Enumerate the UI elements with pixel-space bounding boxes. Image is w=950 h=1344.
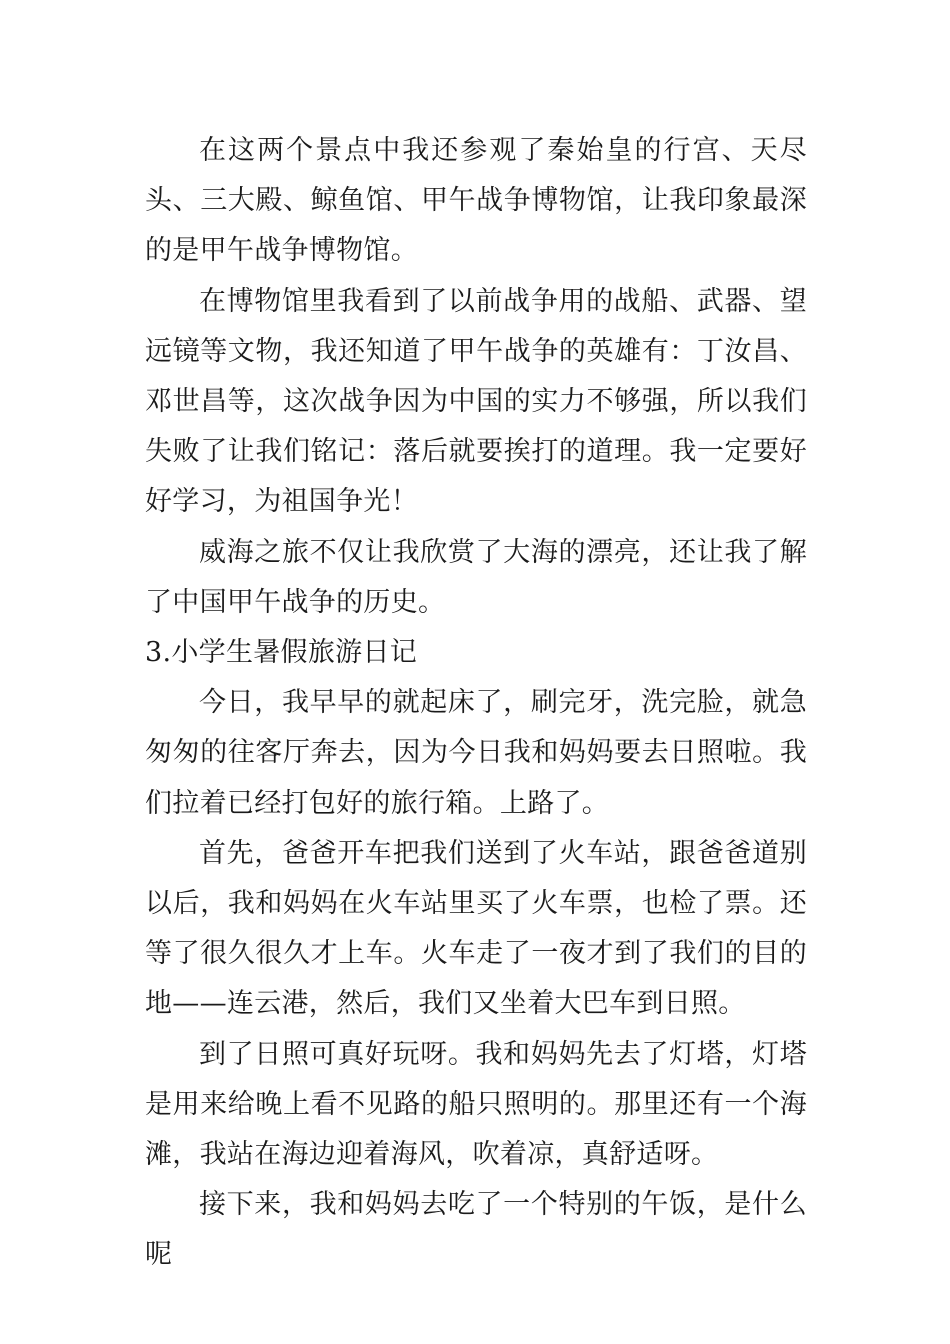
paragraph-train-station: 首先，爸爸开车把我们送到了火车站，跟爸爸道别以后，我和妈妈在火车站里买了火车票，也检了票。还等了很久很久才上车。火车走了一夜才到了我们的目的地——连云港，然后，我们又坐着大巴车到日照。 — [145, 837, 807, 1020]
paragraph-lunch: 接下来，我和妈妈去吃了一个特别的午饭，是什么呢 — [145, 1189, 807, 1271]
section-heading: 3.小学生暑假旅游日记 — [145, 637, 418, 669]
paragraph-rizhao: 到了日照可真好玩呀。我和妈妈先去了灯塔，灯塔是用来给晚上看不见路的船只照明的。那里还有一个海滩，我站在海边迎着海风，吹着凉，真舒适呀。 — [145, 1038, 807, 1171]
paragraph-attractions: 在这两个景点中我还参观了秦始皇的行宫、天尽头、三大殿、鲸鱼馆、甲午战争博物馆，让我印象最深的是甲午战争博物馆。 — [145, 135, 807, 267]
document-body — [145, 126, 807, 1281]
paragraph-weihai-summary: 威海之旅不仅让我欣赏了大海的漂亮，还让我了解了中国甲午战争的历史。 — [145, 536, 807, 618]
paragraph-museum: 在博物馆里我看到了以前战争用的战船、武器、望远镜等文物，我还知道了甲午战争的英雄有：丁汝昌、邓世昌等，这次战争因为中国的实力不够强，所以我们失败了让我们铭记：落后就要挨打的道理。我一定要好好学习，为祖国争光！ — [145, 285, 807, 518]
paragraph-morning: 今日，我早早的就起床了，刷完牙，洗完脸，就急匆匆的往客厅奔去，因为今日我和妈妈要去日照啦。我们拉着已经打包好的旅行箱。上路了。 — [145, 687, 807, 819]
